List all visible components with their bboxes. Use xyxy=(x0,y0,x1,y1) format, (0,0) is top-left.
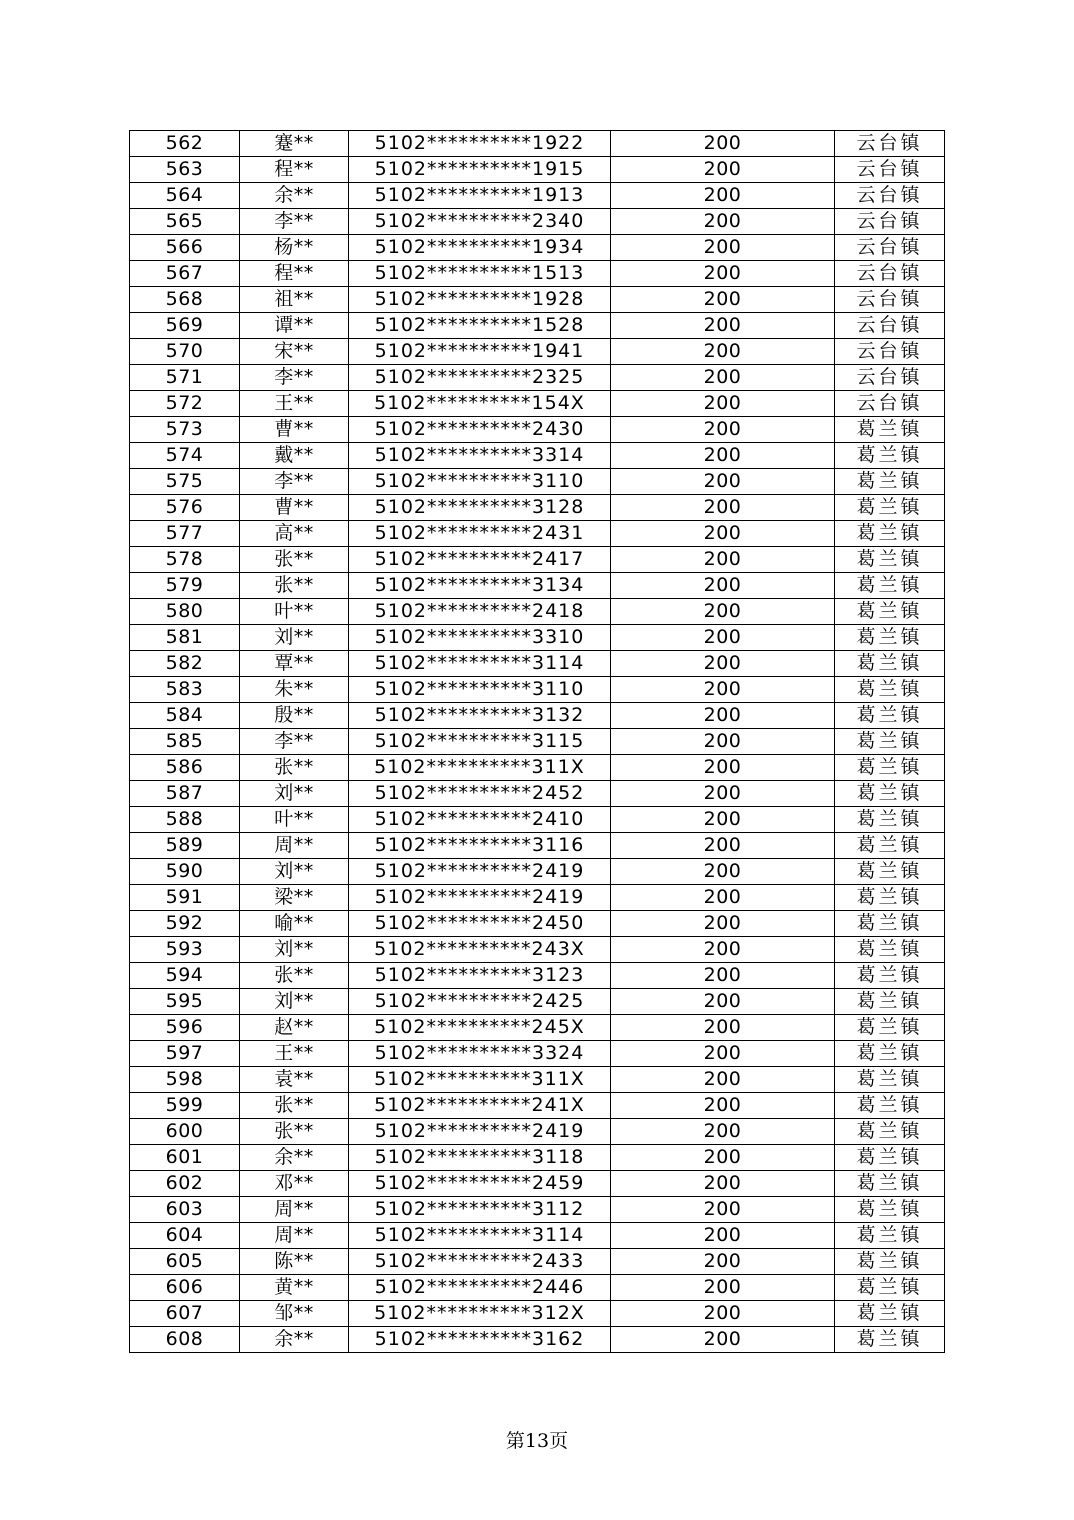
cell-amount: 200 xyxy=(611,599,835,625)
cell-row-number: 598 xyxy=(130,1067,240,1093)
cell-id-number: 5102**********1934 xyxy=(349,235,611,261)
cell-town: 葛兰镇 xyxy=(835,677,945,703)
cell-row-number: 571 xyxy=(130,365,240,391)
cell-name: 蹇** xyxy=(240,131,349,157)
cell-id-number: 5102**********1913 xyxy=(349,183,611,209)
cell-id-number: 5102**********2410 xyxy=(349,807,611,833)
cell-town: 葛兰镇 xyxy=(835,937,945,963)
cell-id-number: 5102**********2450 xyxy=(349,911,611,937)
table-row xyxy=(130,1223,945,1249)
cell-id-number: 5102**********241X xyxy=(349,1093,611,1119)
cell-row-number: 576 xyxy=(130,495,240,521)
cell-amount: 200 xyxy=(611,287,835,313)
cell-row-number: 599 xyxy=(130,1093,240,1119)
table-row xyxy=(130,963,945,989)
cell-name: 张** xyxy=(240,963,349,989)
cell-town: 葛兰镇 xyxy=(835,521,945,547)
cell-name: 周** xyxy=(240,833,349,859)
cell-town: 葛兰镇 xyxy=(835,1093,945,1119)
cell-id-number: 5102**********2452 xyxy=(349,781,611,807)
table-row xyxy=(130,365,945,391)
cell-name: 周** xyxy=(240,1223,349,1249)
cell-name: 黄** xyxy=(240,1275,349,1301)
table-row xyxy=(130,183,945,209)
cell-id-number: 5102**********1928 xyxy=(349,287,611,313)
cell-town: 葛兰镇 xyxy=(835,1119,945,1145)
table-row xyxy=(130,885,945,911)
cell-town: 葛兰镇 xyxy=(835,443,945,469)
cell-town: 葛兰镇 xyxy=(835,911,945,937)
cell-row-number: 562 xyxy=(130,131,240,157)
cell-town: 葛兰镇 xyxy=(835,1041,945,1067)
cell-id-number: 5102**********154X xyxy=(349,391,611,417)
cell-id-number: 5102**********3110 xyxy=(349,469,611,495)
table-row xyxy=(130,755,945,781)
cell-amount: 200 xyxy=(611,261,835,287)
cell-id-number: 5102**********1915 xyxy=(349,157,611,183)
cell-id-number: 5102**********1513 xyxy=(349,261,611,287)
cell-amount: 200 xyxy=(611,365,835,391)
cell-amount: 200 xyxy=(611,1067,835,1093)
cell-town: 葛兰镇 xyxy=(835,859,945,885)
cell-name: 张** xyxy=(240,1119,349,1145)
cell-town: 葛兰镇 xyxy=(835,651,945,677)
cell-amount: 200 xyxy=(611,131,835,157)
cell-id-number: 5102**********2425 xyxy=(349,989,611,1015)
cell-amount: 200 xyxy=(611,1223,835,1249)
cell-id-number: 5102**********3114 xyxy=(349,651,611,677)
cell-amount: 200 xyxy=(611,1015,835,1041)
cell-amount: 200 xyxy=(611,1249,835,1275)
table-row xyxy=(130,521,945,547)
cell-amount: 200 xyxy=(611,547,835,573)
table-row xyxy=(130,1275,945,1301)
table-row xyxy=(130,703,945,729)
cell-row-number: 568 xyxy=(130,287,240,313)
table-row xyxy=(130,261,945,287)
cell-row-number: 604 xyxy=(130,1223,240,1249)
cell-amount: 200 xyxy=(611,1145,835,1171)
cell-name: 李** xyxy=(240,365,349,391)
cell-amount: 200 xyxy=(611,1275,835,1301)
cell-town: 葛兰镇 xyxy=(835,1327,945,1353)
cell-id-number: 5102**********2431 xyxy=(349,521,611,547)
cell-row-number: 580 xyxy=(130,599,240,625)
cell-town: 葛兰镇 xyxy=(835,1171,945,1197)
cell-town: 葛兰镇 xyxy=(835,755,945,781)
cell-town: 葛兰镇 xyxy=(835,1197,945,1223)
cell-name: 陈** xyxy=(240,1249,349,1275)
cell-row-number: 605 xyxy=(130,1249,240,1275)
table-row xyxy=(130,495,945,521)
cell-row-number: 583 xyxy=(130,677,240,703)
cell-row-number: 589 xyxy=(130,833,240,859)
cell-town: 云台镇 xyxy=(835,209,945,235)
table-row xyxy=(130,651,945,677)
cell-amount: 200 xyxy=(611,833,835,859)
table-row xyxy=(130,157,945,183)
cell-town: 云台镇 xyxy=(835,313,945,339)
cell-amount: 200 xyxy=(611,963,835,989)
cell-row-number: 590 xyxy=(130,859,240,885)
cell-town: 云台镇 xyxy=(835,131,945,157)
cell-town: 葛兰镇 xyxy=(835,989,945,1015)
cell-amount: 200 xyxy=(611,1041,835,1067)
table-row xyxy=(130,1015,945,1041)
table-row xyxy=(130,313,945,339)
cell-id-number: 5102**********3310 xyxy=(349,625,611,651)
cell-row-number: 585 xyxy=(130,729,240,755)
cell-amount: 200 xyxy=(611,651,835,677)
cell-id-number: 5102**********2433 xyxy=(349,1249,611,1275)
cell-town: 葛兰镇 xyxy=(835,599,945,625)
cell-amount: 200 xyxy=(611,729,835,755)
cell-town: 云台镇 xyxy=(835,365,945,391)
cell-row-number: 565 xyxy=(130,209,240,235)
roster-table xyxy=(129,130,945,1353)
cell-id-number: 5102**********3118 xyxy=(349,1145,611,1171)
cell-amount: 200 xyxy=(611,937,835,963)
cell-name: 刘** xyxy=(240,989,349,1015)
cell-amount: 200 xyxy=(611,1119,835,1145)
cell-name: 邓** xyxy=(240,1171,349,1197)
cell-town: 葛兰镇 xyxy=(835,547,945,573)
cell-amount: 200 xyxy=(611,1197,835,1223)
cell-row-number: 587 xyxy=(130,781,240,807)
cell-name: 张** xyxy=(240,1093,349,1119)
cell-row-number: 566 xyxy=(130,235,240,261)
cell-town: 云台镇 xyxy=(835,261,945,287)
cell-name: 梁** xyxy=(240,885,349,911)
cell-name: 李** xyxy=(240,469,349,495)
cell-row-number: 567 xyxy=(130,261,240,287)
cell-amount: 200 xyxy=(611,313,835,339)
cell-row-number: 594 xyxy=(130,963,240,989)
cell-name: 刘** xyxy=(240,781,349,807)
cell-id-number: 5102**********3114 xyxy=(349,1223,611,1249)
cell-id-number: 5102**********312X xyxy=(349,1301,611,1327)
cell-town: 葛兰镇 xyxy=(835,833,945,859)
cell-id-number: 5102**********2419 xyxy=(349,885,611,911)
cell-id-number: 5102**********3324 xyxy=(349,1041,611,1067)
cell-name: 王** xyxy=(240,391,349,417)
cell-amount: 200 xyxy=(611,391,835,417)
cell-amount: 200 xyxy=(611,1171,835,1197)
cell-row-number: 573 xyxy=(130,417,240,443)
cell-town: 葛兰镇 xyxy=(835,417,945,443)
cell-row-number: 579 xyxy=(130,573,240,599)
cell-id-number: 5102**********2340 xyxy=(349,209,611,235)
table-row xyxy=(130,417,945,443)
table-row xyxy=(130,1119,945,1145)
cell-town: 葛兰镇 xyxy=(835,729,945,755)
cell-id-number: 5102**********311X xyxy=(349,755,611,781)
cell-row-number: 577 xyxy=(130,521,240,547)
table-row xyxy=(130,937,945,963)
table-row xyxy=(130,391,945,417)
cell-name: 叶** xyxy=(240,599,349,625)
table-row xyxy=(130,1041,945,1067)
cell-row-number: 608 xyxy=(130,1327,240,1353)
table-row xyxy=(130,625,945,651)
cell-amount: 200 xyxy=(611,339,835,365)
cell-town: 葛兰镇 xyxy=(835,573,945,599)
cell-name: 叶** xyxy=(240,807,349,833)
cell-amount: 200 xyxy=(611,885,835,911)
cell-id-number: 5102**********245X xyxy=(349,1015,611,1041)
cell-amount: 200 xyxy=(611,625,835,651)
table-row xyxy=(130,599,945,625)
cell-name: 戴** xyxy=(240,443,349,469)
table-row xyxy=(130,781,945,807)
table-row xyxy=(130,911,945,937)
cell-name: 周** xyxy=(240,1197,349,1223)
table-row xyxy=(130,807,945,833)
cell-town: 葛兰镇 xyxy=(835,1145,945,1171)
cell-id-number: 5102**********3115 xyxy=(349,729,611,755)
cell-row-number: 578 xyxy=(130,547,240,573)
cell-name: 曹** xyxy=(240,495,349,521)
cell-town: 葛兰镇 xyxy=(835,495,945,521)
page-number: 第13页 xyxy=(505,1430,569,1452)
cell-name: 高** xyxy=(240,521,349,547)
cell-amount: 200 xyxy=(611,235,835,261)
cell-row-number: 601 xyxy=(130,1145,240,1171)
table-row xyxy=(130,1301,945,1327)
table-row xyxy=(130,339,945,365)
cell-row-number: 606 xyxy=(130,1275,240,1301)
cell-town: 云台镇 xyxy=(835,339,945,365)
cell-id-number: 5102**********3112 xyxy=(349,1197,611,1223)
cell-town: 葛兰镇 xyxy=(835,963,945,989)
cell-town: 葛兰镇 xyxy=(835,625,945,651)
cell-row-number: 581 xyxy=(130,625,240,651)
cell-town: 葛兰镇 xyxy=(835,781,945,807)
cell-name: 余** xyxy=(240,1327,349,1353)
cell-name: 李** xyxy=(240,729,349,755)
cell-id-number: 5102**********2419 xyxy=(349,1119,611,1145)
cell-amount: 200 xyxy=(611,1301,835,1327)
cell-town: 云台镇 xyxy=(835,183,945,209)
cell-id-number: 5102**********3128 xyxy=(349,495,611,521)
table-row xyxy=(130,131,945,157)
cell-name: 张** xyxy=(240,755,349,781)
cell-id-number: 5102**********2419 xyxy=(349,859,611,885)
cell-amount: 200 xyxy=(611,573,835,599)
cell-amount: 200 xyxy=(611,417,835,443)
cell-id-number: 5102**********3314 xyxy=(349,443,611,469)
cell-id-number: 5102**********243X xyxy=(349,937,611,963)
cell-name: 刘** xyxy=(240,937,349,963)
cell-row-number: 593 xyxy=(130,937,240,963)
cell-amount: 200 xyxy=(611,443,835,469)
cell-name: 程** xyxy=(240,261,349,287)
cell-amount: 200 xyxy=(611,1327,835,1353)
cell-name: 殷** xyxy=(240,703,349,729)
cell-amount: 200 xyxy=(611,521,835,547)
table-row xyxy=(130,833,945,859)
table-row xyxy=(130,235,945,261)
cell-town: 葛兰镇 xyxy=(835,703,945,729)
cell-amount: 200 xyxy=(611,703,835,729)
cell-id-number: 5102**********3116 xyxy=(349,833,611,859)
cell-row-number: 588 xyxy=(130,807,240,833)
cell-amount: 200 xyxy=(611,157,835,183)
cell-id-number: 5102**********1922 xyxy=(349,131,611,157)
table-row xyxy=(130,1067,945,1093)
table-row xyxy=(130,677,945,703)
table-row xyxy=(130,469,945,495)
cell-name: 张** xyxy=(240,547,349,573)
cell-name: 朱** xyxy=(240,677,349,703)
cell-name: 覃** xyxy=(240,651,349,677)
cell-row-number: 602 xyxy=(130,1171,240,1197)
cell-town: 葛兰镇 xyxy=(835,1015,945,1041)
cell-name: 张** xyxy=(240,573,349,599)
cell-name: 余** xyxy=(240,1145,349,1171)
cell-row-number: 603 xyxy=(130,1197,240,1223)
cell-id-number: 5102**********1941 xyxy=(349,339,611,365)
cell-town: 葛兰镇 xyxy=(835,469,945,495)
cell-name: 祖** xyxy=(240,287,349,313)
cell-name: 邹** xyxy=(240,1301,349,1327)
cell-town: 葛兰镇 xyxy=(835,1275,945,1301)
cell-row-number: 575 xyxy=(130,469,240,495)
table-row xyxy=(130,729,945,755)
cell-id-number: 5102**********3134 xyxy=(349,573,611,599)
cell-row-number: 569 xyxy=(130,313,240,339)
table-row xyxy=(130,443,945,469)
cell-town: 葛兰镇 xyxy=(835,1223,945,1249)
cell-row-number: 595 xyxy=(130,989,240,1015)
cell-name: 余** xyxy=(240,183,349,209)
cell-name: 杨** xyxy=(240,235,349,261)
cell-amount: 200 xyxy=(611,209,835,235)
cell-town: 云台镇 xyxy=(835,287,945,313)
table-row xyxy=(130,573,945,599)
table-row xyxy=(130,209,945,235)
cell-row-number: 597 xyxy=(130,1041,240,1067)
table-row xyxy=(130,989,945,1015)
cell-id-number: 5102**********2459 xyxy=(349,1171,611,1197)
cell-town: 葛兰镇 xyxy=(835,1301,945,1327)
cell-name: 王** xyxy=(240,1041,349,1067)
cell-name: 赵** xyxy=(240,1015,349,1041)
cell-amount: 200 xyxy=(611,1093,835,1119)
cell-amount: 200 xyxy=(611,989,835,1015)
cell-row-number: 592 xyxy=(130,911,240,937)
cell-town: 云台镇 xyxy=(835,157,945,183)
cell-id-number: 5102**********2418 xyxy=(349,599,611,625)
cell-row-number: 570 xyxy=(130,339,240,365)
cell-id-number: 5102**********3110 xyxy=(349,677,611,703)
cell-name: 曹** xyxy=(240,417,349,443)
cell-amount: 200 xyxy=(611,755,835,781)
cell-amount: 200 xyxy=(611,495,835,521)
cell-town: 葛兰镇 xyxy=(835,1067,945,1093)
cell-town: 云台镇 xyxy=(835,391,945,417)
cell-row-number: 563 xyxy=(130,157,240,183)
cell-amount: 200 xyxy=(611,469,835,495)
cell-row-number: 584 xyxy=(130,703,240,729)
table-row xyxy=(130,287,945,313)
cell-amount: 200 xyxy=(611,781,835,807)
cell-row-number: 572 xyxy=(130,391,240,417)
cell-id-number: 5102**********2325 xyxy=(349,365,611,391)
cell-row-number: 596 xyxy=(130,1015,240,1041)
table-row xyxy=(130,1327,945,1353)
cell-name: 谭** xyxy=(240,313,349,339)
cell-row-number: 564 xyxy=(130,183,240,209)
table-row xyxy=(130,859,945,885)
table-row xyxy=(130,1093,945,1119)
cell-name: 喻** xyxy=(240,911,349,937)
cell-row-number: 586 xyxy=(130,755,240,781)
table-row xyxy=(130,547,945,573)
cell-row-number: 591 xyxy=(130,885,240,911)
table-row xyxy=(130,1249,945,1275)
cell-name: 程** xyxy=(240,157,349,183)
roster-body xyxy=(130,131,945,1353)
cell-name: 袁** xyxy=(240,1067,349,1093)
cell-town: 葛兰镇 xyxy=(835,807,945,833)
table-row xyxy=(130,1145,945,1171)
cell-town: 葛兰镇 xyxy=(835,885,945,911)
cell-town: 云台镇 xyxy=(835,235,945,261)
cell-row-number: 574 xyxy=(130,443,240,469)
cell-name: 李** xyxy=(240,209,349,235)
cell-town: 葛兰镇 xyxy=(835,1249,945,1275)
cell-id-number: 5102**********3162 xyxy=(349,1327,611,1353)
cell-name: 宋** xyxy=(240,339,349,365)
table-row xyxy=(130,1171,945,1197)
cell-amount: 200 xyxy=(611,911,835,937)
table-row xyxy=(130,1197,945,1223)
cell-id-number: 5102**********3132 xyxy=(349,703,611,729)
cell-row-number: 582 xyxy=(130,651,240,677)
cell-amount: 200 xyxy=(611,859,835,885)
cell-row-number: 607 xyxy=(130,1301,240,1327)
cell-name: 刘** xyxy=(240,859,349,885)
cell-name: 刘** xyxy=(240,625,349,651)
cell-row-number: 600 xyxy=(130,1119,240,1145)
cell-id-number: 5102**********2430 xyxy=(349,417,611,443)
cell-id-number: 5102**********2446 xyxy=(349,1275,611,1301)
cell-amount: 200 xyxy=(611,807,835,833)
cell-amount: 200 xyxy=(611,183,835,209)
cell-id-number: 5102**********3123 xyxy=(349,963,611,989)
cell-id-number: 5102**********311X xyxy=(349,1067,611,1093)
cell-amount: 200 xyxy=(611,677,835,703)
cell-id-number: 5102**********1528 xyxy=(349,313,611,339)
cell-id-number: 5102**********2417 xyxy=(349,547,611,573)
